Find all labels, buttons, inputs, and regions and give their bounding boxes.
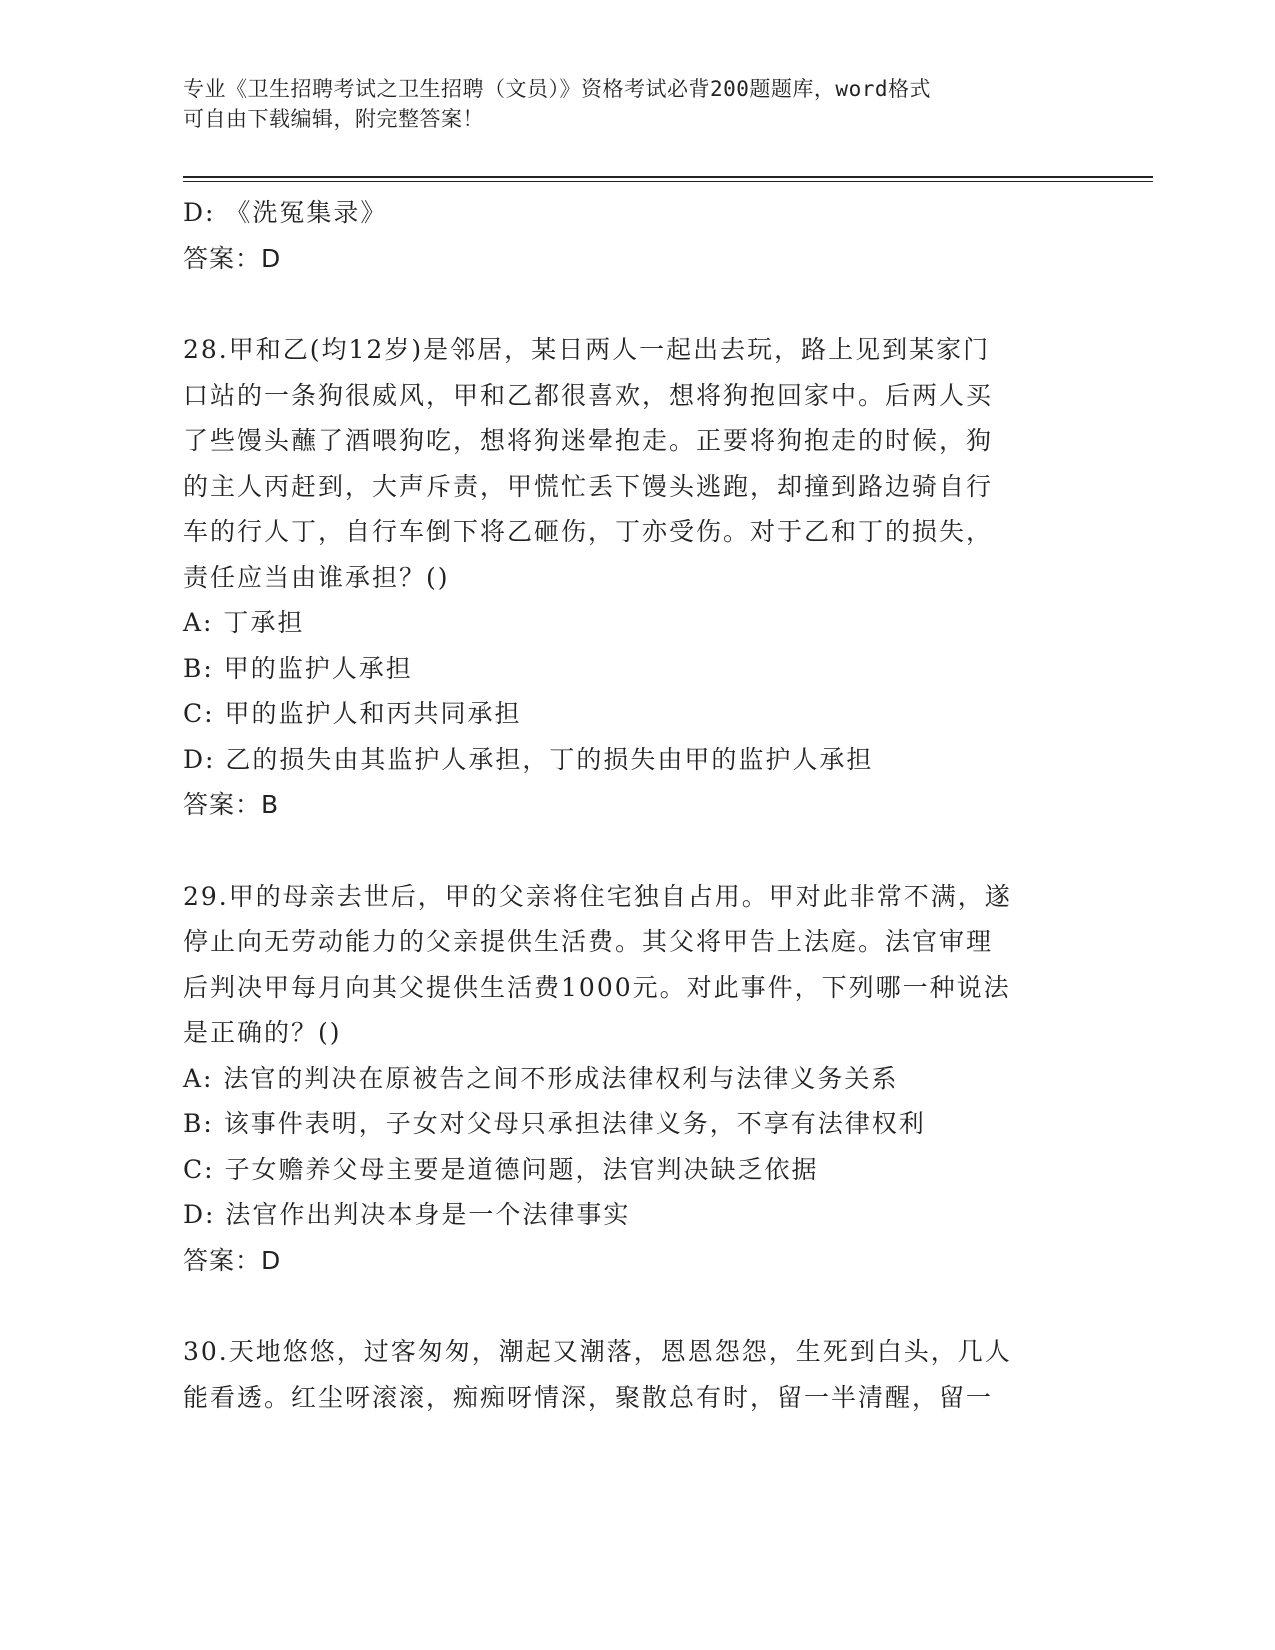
question-text-line: 了些馒头蘸了酒喂狗吃，想将狗迷晕抱走。正要将狗抱走的时候，狗 [183,426,994,455]
spacer [183,1283,1063,1329]
question-text-line: 车的行人丁，自行车倒下将乙砸伤，丁亦受伤。对于乙和丁的损失， [183,517,994,546]
option-c: C: 子女赡养父母主要是道德问题，法官判决缺乏依据 [183,1154,819,1184]
answer-line: 答案：D [183,243,282,273]
option-d: D: 法官作出判决本身是一个法律事实 [183,1200,631,1229]
question-28 [183,327,1063,828]
header-divider-thick [183,176,1153,178]
header-line-1: 专业《卫生招聘考试之卫生招聘（文员）》资格考试必背200题题库，word格式 [183,77,931,101]
question-29 [183,874,1063,1284]
question-text-line: 责任应当由谁承担？() [183,562,450,592]
question-text-line: 28.甲和乙(均12岁)是邻居，某日两人一起出去玩，路上见到某家门 [183,335,991,364]
spacer [183,828,1063,874]
answer-line: 答案：D [183,1245,282,1275]
option-d: D: 《洗冤集录》 [183,198,388,227]
answer-line: 答案：B [183,790,280,819]
header-line-2: 可自由下载编辑，附完整答案！ [183,107,484,131]
option-a: A: 丁承担 [183,608,305,637]
header-divider-thin [183,181,1153,182]
question-30 [183,1329,1063,1420]
option-d: D: 乙的损失由其监护人承担，丁的损失由甲的监护人承担 [183,744,874,774]
question-text-line: 停止向无劳动能力的父亲提供生活费。其父将甲告上法庭。法官审理 [183,927,994,956]
question-text-line: 口站的一条狗很威风，甲和乙都很喜欢，想将狗抱回家中。后两人买 [183,380,994,410]
question-text-line: 的主人丙赶到，大声斥责，甲慌忙丢下馒头逃跑，却撞到路边骑自行 [183,471,994,501]
question-text-line: 29.甲的母亲去世后，甲的父亲将住宅独自占用。甲对此非常不满，遂 [183,881,1012,911]
page-header [183,74,1063,134]
question-text-line: 后判决甲每月向其父提供生活费1000元。对此事件，下列哪一种说法 [183,972,1011,1002]
spacer [183,281,1063,327]
question-text-line: 能看透。红尘呀滚滚，痴痴呀情深，聚散总有时，留一半清醒，留一 [183,1382,994,1412]
option-b: B: 甲的监护人承担 [183,653,413,683]
question-text-line: 是正确的？() [183,1018,342,1047]
question-text-line: 30.天地悠悠，过客匆匆，潮起又潮落，恩恩怨怨，生死到白头，几人 [183,1337,1012,1366]
option-a: A: 法官的判决在原被告之间不形成法律权利与法律义务关系 [183,1063,899,1093]
option-b: B: 该事件表明，子女对父母只承担法律义务，不享有法律权利 [183,1109,926,1138]
document-body [183,190,1063,1420]
option-c: C: 甲的监护人和丙共同承担 [183,699,522,728]
prev-question-tail [183,190,1063,281]
